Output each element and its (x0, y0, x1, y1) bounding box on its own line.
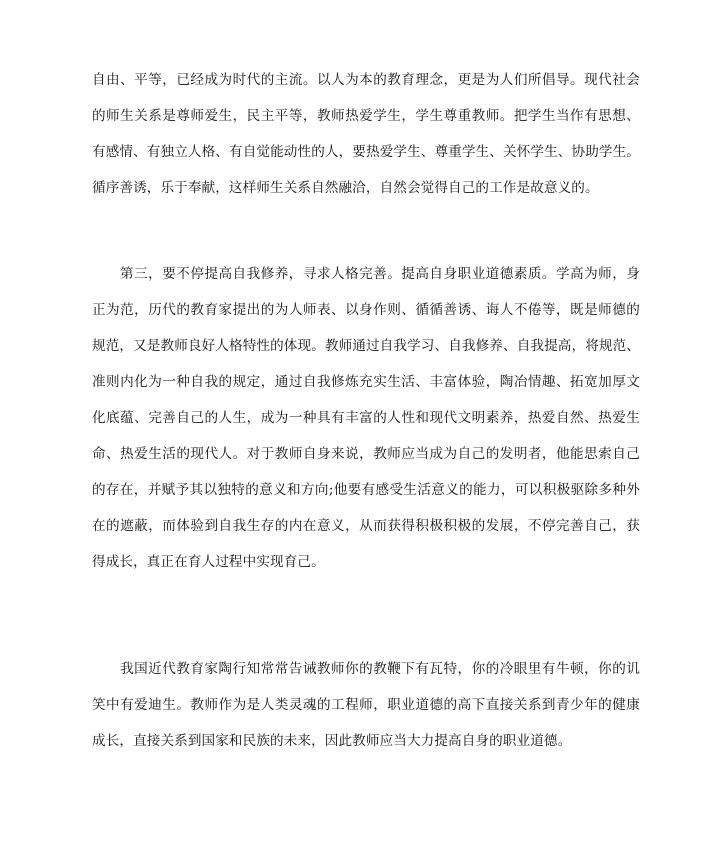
text-line: 成长，直接关系到国家和民族的未来，因此教师应当大力提高自身的职业道德。 (92, 733, 572, 749)
text-line: 第三，要不停提高自我修养，寻求人格完善。提高自身职业道德素质。学高为师，身 (120, 266, 640, 282)
text-line: 得成长，真正在育人过程中实现育己。 (92, 554, 325, 570)
text-line: 规范，又是教师良好人格特性的体现。教师通过自我学习、自我修养、自我提高，将规范、 (92, 338, 640, 354)
text-line: 的存在，并赋予其以独特的意义和方向;他要有感受生活意义的能力，可以积极驱除多种外 (92, 482, 640, 498)
text-line: 在的遮蔽，而体验到自我生存的内在意义，从而获得积极积极的发展，不停完善自己，获 (92, 518, 640, 534)
text-line: 正为范，历代的教育家提出的为人师表、以身作则、循循善诱、诲人不倦等，既是师德的 (92, 302, 640, 318)
text-line: 命、热爱生活的现代人。对于教师自身来说，教师应当成为自己的发明者，他能思索自己 (92, 446, 640, 462)
text-line: 自由、平等，已经成为时代的主流。以人为本的教育理念，更是为人们所倡导。现代社会 (92, 72, 640, 88)
text-line: 我国近代教育家陶行知常常告诫教师你的教鞭下有瓦特，你的冷眼里有牛顿，你的讥 (120, 661, 640, 677)
text-line: 笑中有爱迪生。教师作为是人类灵魂的工程师，职业道德的高下直接关系到青少年的健康 (92, 697, 640, 713)
text-line: 有感情、有独立人格、有自觉能动性的人，要热爱学生、尊重学生、关怀学生、协助学生。 (92, 144, 640, 160)
text-line: 准则内化为一种自我的规定，通过自我修炼充实生活、丰富体验，陶冶情趣、拓宽加厚文 (92, 374, 640, 390)
text-line: 循序善诱，乐于奉献，这样师生关系自然融洽，自然会觉得自己的工作是故意义的。 (92, 180, 599, 196)
paragraph-self-cultivation (92, 256, 640, 580)
paragraph-tao-xingzhi-quote (92, 651, 640, 759)
text-line: 的师生关系是尊师爱生，民主平等，教师热爱学生，学生尊重教师。把学生当作有思想、 (92, 108, 640, 124)
paragraph-teacher-student-relationship (92, 62, 640, 206)
text-line: 化底蕴、完善自己的人生，成为一种具有丰富的人性和现代文明素养，热爱自然、热爱生 (92, 410, 640, 426)
